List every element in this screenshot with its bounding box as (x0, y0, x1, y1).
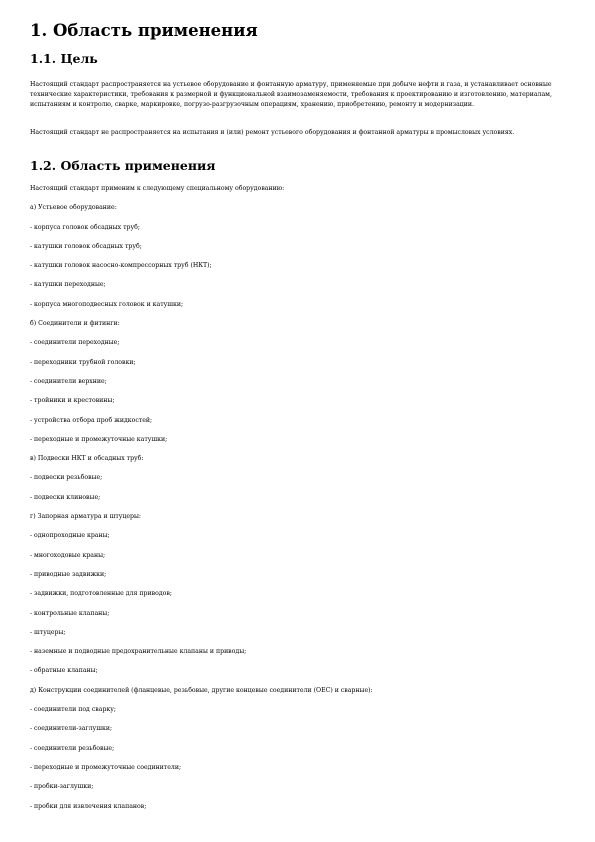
list-item: - катушки переходные; (30, 281, 106, 289)
list-item: - соединители под сварку; (30, 706, 117, 714)
list-item: - многоходовые краны; (30, 551, 106, 559)
list-item: - переходники трубной головки; (30, 358, 136, 366)
list-item: б) Соединители и фитинги: (30, 320, 120, 328)
list-item: д) Конструкции соединителей (фланцевые, резьбовые, другие концевые соединители (ОЕС) и сварные): (30, 686, 373, 694)
list-item: - однопроходные краны; (30, 532, 110, 540)
list-item: в) Подвески НКТ и обсадных труб: (30, 455, 144, 463)
scope-list (30, 185, 565, 822)
list-item: - корпуса многоподвесных головок и катушки; (30, 300, 184, 308)
section-heading-scope: 1.2. Область применения (30, 158, 216, 173)
list-item: - пробки-заглушки; (30, 783, 94, 791)
list-item: - подвески клиновые; (30, 493, 101, 501)
list-item: - подвески резьбовые; (30, 474, 103, 482)
list-item: - корпуса головок обсадных труб; (30, 223, 140, 231)
list-item: - обратные клапаны; (30, 667, 98, 675)
list-item: г) Запорная арматура и штуцеры: (30, 513, 142, 521)
list-item: - переходные и промежуточные соединители; (30, 763, 182, 771)
list-item: - переходные и промежуточные катушки; (30, 435, 168, 443)
list-item: - катушки головок насосно-компрессорных труб (НКТ); (30, 262, 212, 270)
list-item: - контрольные клапаны; (30, 609, 110, 617)
list-item: - наземные и подводные предохранительные клапаны и приводы; (30, 648, 247, 656)
list-item: - соединители переходные; (30, 339, 120, 347)
list-item: - соединители-заглушки; (30, 725, 113, 733)
list-item: - устройства отбора проб жидкостей; (30, 416, 153, 424)
section-heading-goal: 1.1. Цель (30, 51, 98, 66)
list-item: - штуцеры; (30, 628, 66, 636)
list-item: - задвижки, подготовленные для приводов; (30, 590, 172, 598)
goal-paragraph-2: Настоящий стандарт не распространяется на испытания и (или) ремонт устьевого оборудования и фонтанной арматуры в промысловых условиях. (30, 129, 515, 136)
list-item: - пробки для извлечения клапанов; (30, 802, 147, 810)
list-item: - соединители верхние; (30, 377, 107, 385)
list-item: а) Устьевое оборудование: (30, 204, 117, 212)
list-item: - приводные задвижки; (30, 570, 107, 578)
list-item: - тройники и крестовины; (30, 397, 115, 405)
list-item: - соединители резьбовые; (30, 744, 115, 752)
list-item: Настоящий стандарт применим к следующему специальному оборудованию: (30, 185, 285, 192)
page-title: 1. Область применения (30, 21, 258, 40)
list-item: - катушки головок обсадных труб; (30, 242, 142, 250)
goal-paragraph-1: Настоящий стандарт распространяется на устьевое оборудование и фонтанную арматуру, применяемые при добыче нефти и газа, и устанавливает основные технические характеристики, требования к размерной и функциональной взаимозаменяемости, требования к проектированию и изготовлению, материалам, испытаниям и контролю, сварке, маркировке, погрузо-разгрузочным операциям, хранению, приобретению, ремонту и модернизации. (30, 81, 552, 109)
